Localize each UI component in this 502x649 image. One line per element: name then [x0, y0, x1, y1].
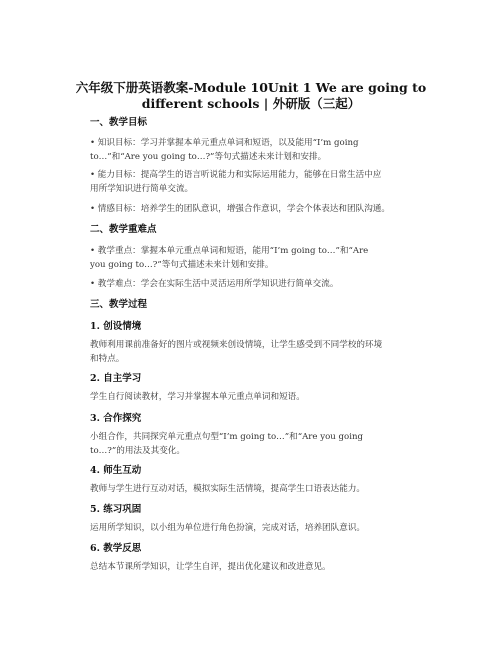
step-heading-3: 3. 合作探究	[90, 413, 142, 424]
para-line: 和特点。	[90, 353, 125, 364]
step-body-4	[90, 483, 412, 497]
para-line: to…?”的用法及其变化。	[90, 445, 185, 456]
step-body-3	[90, 431, 412, 458]
bullet-line: to…”和“Are you going to…?”等句式描述未来计划和安排。	[90, 151, 327, 162]
step-heading-2: 2. 自主学习	[90, 373, 142, 384]
bullet-line: • 教学难点：学会在实际生活中灵活运用所学知识进行简单交流。	[90, 279, 339, 289]
para-line: 运用所学知识，以小组为单位进行角色扮演，完成对话，培养团队意识。	[90, 523, 366, 533]
bullet-difficulty	[90, 278, 412, 292]
bullet-line: • 知识目标：学习并掌握本单元重点单词和短语，以及能用“I’m going	[90, 138, 359, 148]
para-line: 小组合作，共同探究单元重点句型“I’m going to…”和“Are you going	[90, 432, 363, 442]
step-heading-1: 1. 创设情境	[90, 321, 142, 332]
step-body-6	[90, 561, 412, 575]
title-line-1: 六年级下册英语教案-Module 10Unit 1 We are going to	[75, 80, 427, 95]
para-line: 教师与学生进行互动对话，模拟实际生活情境，提高学生口语表达能力。	[90, 484, 366, 494]
bullet-line: • 能力目标：提高学生的语言听说能力和实际运用能力，能够在日常生活中应	[90, 170, 382, 180]
bullet-line: you going to…?”等句式描述未来计划和安排。	[90, 259, 274, 270]
step-heading-6: 6. 教学反思	[90, 543, 142, 554]
step-body-5	[90, 522, 412, 536]
section-heading-process: 三、教学过程	[90, 299, 148, 310]
bullet-key-point	[90, 245, 412, 272]
bullet-knowledge-goal	[90, 137, 412, 164]
section-heading-objectives: 一、教学目标	[90, 117, 148, 128]
para-line: 学生自行阅读教材，学习并掌握本单元重点单词和短语。	[90, 392, 305, 402]
step-body-2	[90, 391, 412, 405]
step-heading-5: 5. 练习巩固	[90, 504, 142, 515]
bullet-line: • 情感目标：培养学生的团队意识，增强合作意识，学会个体表达和团队沟通。	[90, 204, 390, 214]
para-line: 总结本节课所学知识，让学生自评，提出优化建议和改进意见。	[90, 562, 331, 572]
step-heading-4: 4. 师生互动	[90, 465, 142, 476]
section-heading-key-points: 二、教学重难点	[90, 224, 157, 235]
bullet-emotion-goal	[90, 203, 412, 217]
bullet-line: 用所学知识进行简单交流。	[90, 183, 194, 194]
bullet-ability-goal	[90, 169, 412, 196]
step-body-1	[90, 339, 412, 366]
title-line-2: different schools | 外研版（三起）	[141, 96, 361, 111]
bullet-line: • 教学重点：掌握本单元重点单词和短语，能用“I’m going to…”和“Are	[90, 246, 369, 256]
document-title	[70, 80, 432, 112]
para-line: 教师利用课前准备好的图片或视频来创设情境，让学生感受到不同学校的环境	[90, 340, 383, 350]
